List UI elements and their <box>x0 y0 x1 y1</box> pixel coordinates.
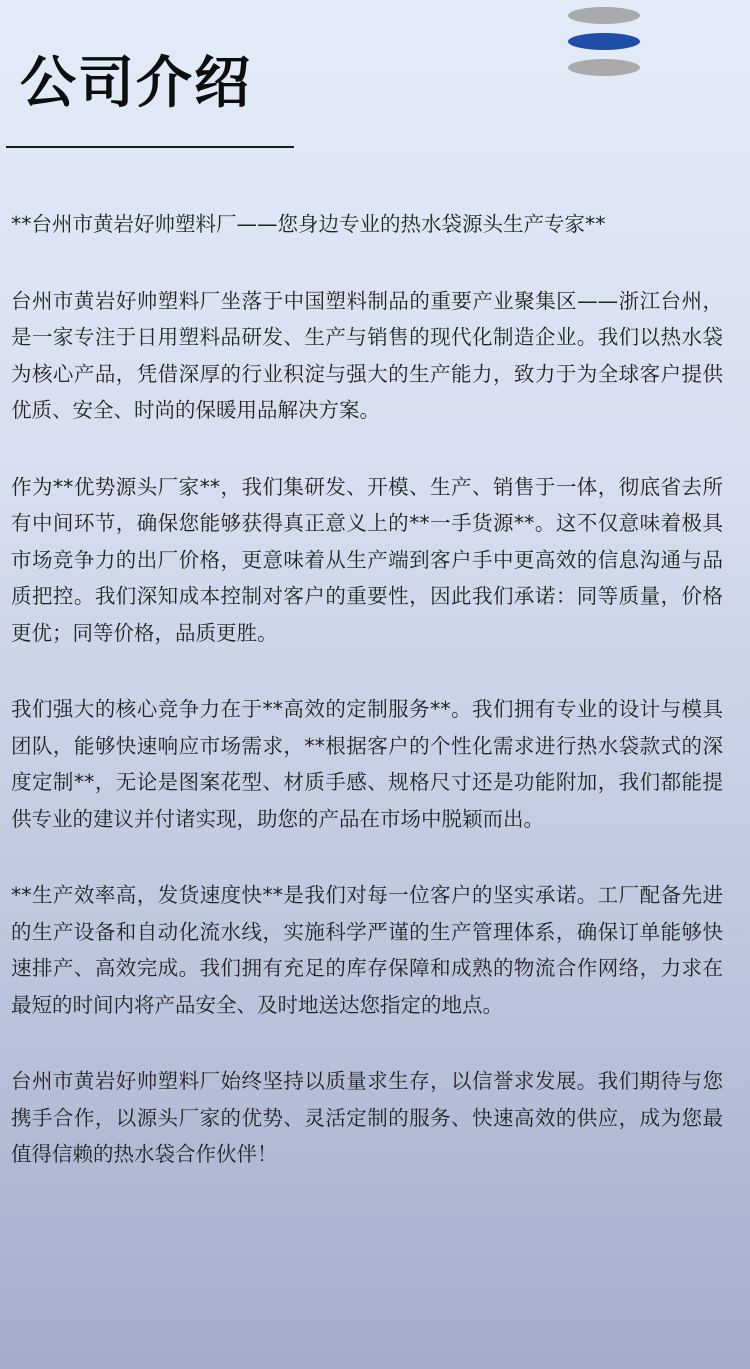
paragraph-closing: 台州市黄岩好帅塑料厂始终坚持以质量求生存，以信誉求发展。我们期待与您携手合作，以源头厂家的优势、灵活定制的服务、快速高效的供应，成为您最值得信赖的热水袋合作伙伴！ <box>11 1069 723 1166</box>
intro-headline: **台州市黄岩好帅塑料厂——您身边专业的热水袋源头生产专家** <box>11 212 606 236</box>
paragraph-efficiency: **生产效率高，发货速度快**是我们对每一位客户的坚实承诺。工厂配备先进的生产设备和自动化流水线，实施科学严谨的生产管理体系，确保订单能够快速排产、高效完成。我们拥有充足的库存保障和成熟的物流合作网络，力求在最短的时间内将产品安全、及时地送达您指定的地点。 <box>11 883 723 1017</box>
paragraph-customization: 我们强大的核心竞争力在于**高效的定制服务**。我们拥有专业的设计与模具团队，能够快速响应市场需求，**根据客户的个性化需求进行热水袋款式的深度定制**，无论是图案花型、材质手感、规格尺寸还是功能附加，我们都能提供专业的建议并付诸实现，助您的产品在市场中脱颖而出。 <box>11 697 723 831</box>
title-divider <box>6 146 294 148</box>
pill-bottom-icon <box>568 59 640 76</box>
page-title: 公司介绍 <box>20 51 252 116</box>
paragraph-source-factory: 作为**优势源头厂家**，我们集研发、开模、生产、销售于一体，彻底省去所有中间环节，确保您能够获得真正意义上的**一手货源**。这不仅意味着极具市场竞争力的出厂价格，更意味着从生产端到客户手中更高效的信息沟通与品质把控。我们深知成本控制对客户的重要性，因此我们承诺：同等质量，价格更优；同等价格，品质更胜。 <box>11 474 723 645</box>
pill-middle-icon <box>568 33 640 50</box>
pill-top-icon <box>568 7 640 24</box>
company-intro-body <box>11 206 723 1213</box>
paragraph-location: 台州市黄岩好帅塑料厂坐落于中国塑料制品的重要产业聚集区——浙江台州，是一家专注于日用塑料品研发、生产与销售的现代化制造企业。我们以热水袋为核心产品，凭借深厚的行业积淀与强大的生产能力，致力于为全球客户提供优质、安全、时尚的保暖用品解决方案。 <box>11 288 723 422</box>
